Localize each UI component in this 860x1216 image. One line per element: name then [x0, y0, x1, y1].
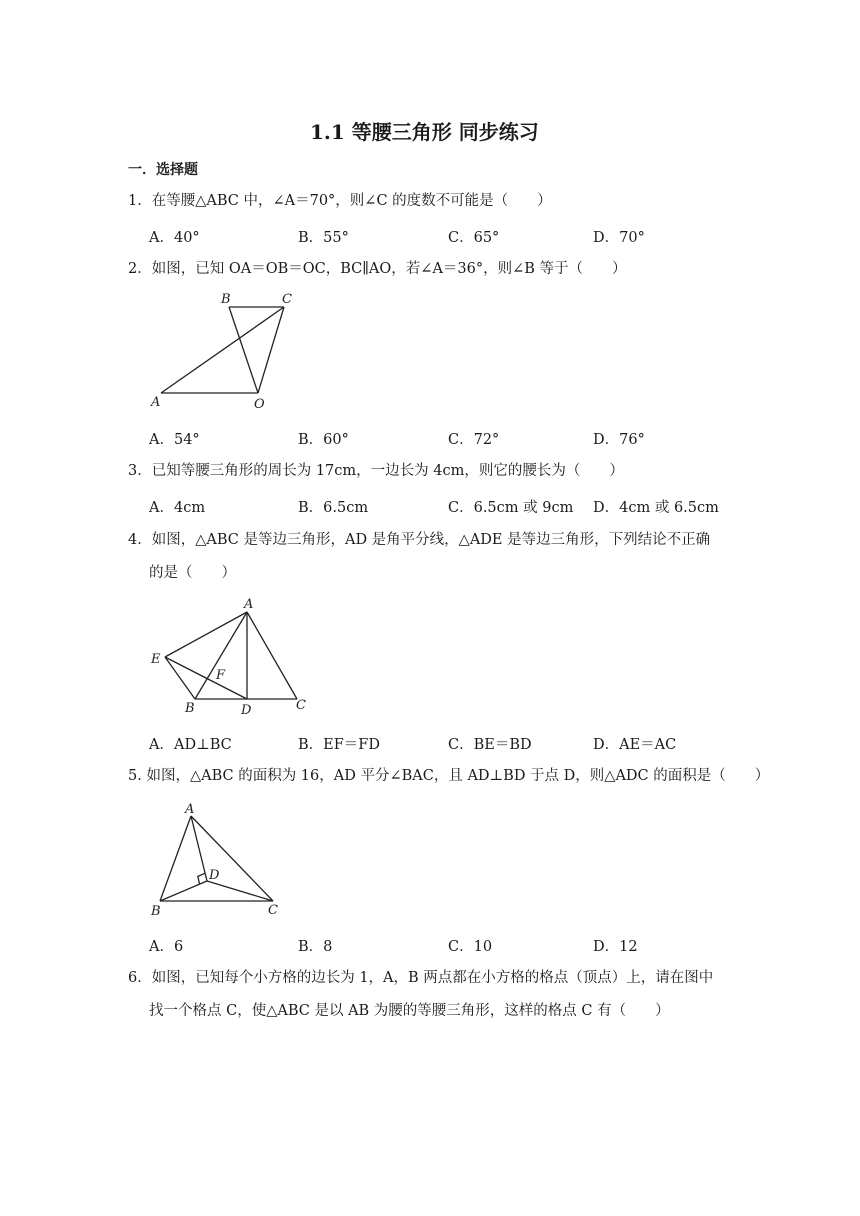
question-6-text-line2: 找一个格点 C，使△ABC 是以 AB 为腰的等腰三角形，这样的格点 C 有（ ）: [149, 1003, 670, 1019]
q2-option-b: B．60°: [298, 432, 349, 448]
q5-label-b: B: [151, 904, 161, 919]
question-1-text: 1．在等腰△ABC 中，∠A＝70°，则∠C 的度数不可能是（ ）: [128, 193, 552, 209]
question-4-text-line1: 4．如图，△ABC 是等边三角形，AD 是角平分线，△ADE 是等边三角形，下列结论不正确: [128, 532, 711, 548]
q2-option-a: A．54°: [149, 432, 200, 448]
q3-option-a: A．4cm: [149, 500, 206, 516]
q2-label-b: B: [221, 292, 231, 307]
q3-option-c: C．6.5cm 或 9cm: [448, 500, 574, 516]
q2-label-o: O: [254, 397, 265, 412]
question-3-text: 3．已知等腰三角形的周长为 17cm，一边长为 4cm，则它的腰长为（ ）: [128, 463, 624, 479]
q5-label-a: A: [185, 802, 195, 817]
q4-option-c: C．BE＝BD: [448, 737, 532, 753]
q4-label-b: B: [185, 701, 195, 716]
q4-label-c: C: [296, 698, 306, 713]
q4-label-a: A: [244, 597, 254, 612]
q1-option-d: D．70°: [593, 230, 645, 246]
figure-q5: [140, 795, 300, 925]
q2-label-a: A: [151, 395, 161, 410]
question-4-text-line2: 的是（ ）: [149, 565, 236, 581]
figure-q4: [140, 590, 330, 720]
q1-option-c: C．65°: [448, 230, 500, 246]
q3-option-d: D．4cm 或 6.5cm: [593, 500, 719, 516]
question-2-text: 2．如图，已知 OA＝OB＝OC，BC∥AO，若∠A＝36°，则∠B 等于（ ）: [128, 261, 627, 277]
q3-option-b: B．6.5cm: [298, 500, 369, 516]
q5-option-d: D．12: [593, 939, 638, 955]
q5-label-d: D: [209, 868, 220, 883]
q4-label-f: F: [216, 668, 226, 683]
q4-option-d: D．AE＝AC: [593, 737, 677, 753]
q4-label-d: D: [241, 703, 252, 718]
q1-option-b: B．55°: [298, 230, 349, 246]
page-title: 1.1 等腰三角形 同步练习: [310, 120, 539, 144]
q2-option-c: C．72°: [448, 432, 500, 448]
figure-q2: [140, 285, 300, 415]
q1-option-a: A．40°: [149, 230, 200, 246]
q2-option-d: D．76°: [593, 432, 645, 448]
q5-option-c: C．10: [448, 939, 493, 955]
q5-option-b: B．8: [298, 939, 333, 955]
section-heading: 一．选择题: [128, 162, 198, 178]
q2-label-c: C: [282, 292, 292, 307]
question-6-text-line1: 6．如图，已知每个小方格的边长为 1，A，B 两点都在小方格的格点（顶点）上，请在图中: [128, 970, 714, 986]
q5-option-a: A．6: [149, 939, 184, 955]
q4-option-b: B．EF＝FD: [298, 737, 380, 753]
question-5-text: 5. 如图，△ABC 的面积为 16，AD 平分∠BAC，且 AD⊥BD 于点 D，则△ADC 的面积是（ ）: [128, 768, 770, 784]
q5-label-c: C: [268, 903, 278, 918]
q4-option-a: A．AD⊥BC: [149, 737, 232, 753]
q4-label-e: E: [151, 652, 161, 667]
